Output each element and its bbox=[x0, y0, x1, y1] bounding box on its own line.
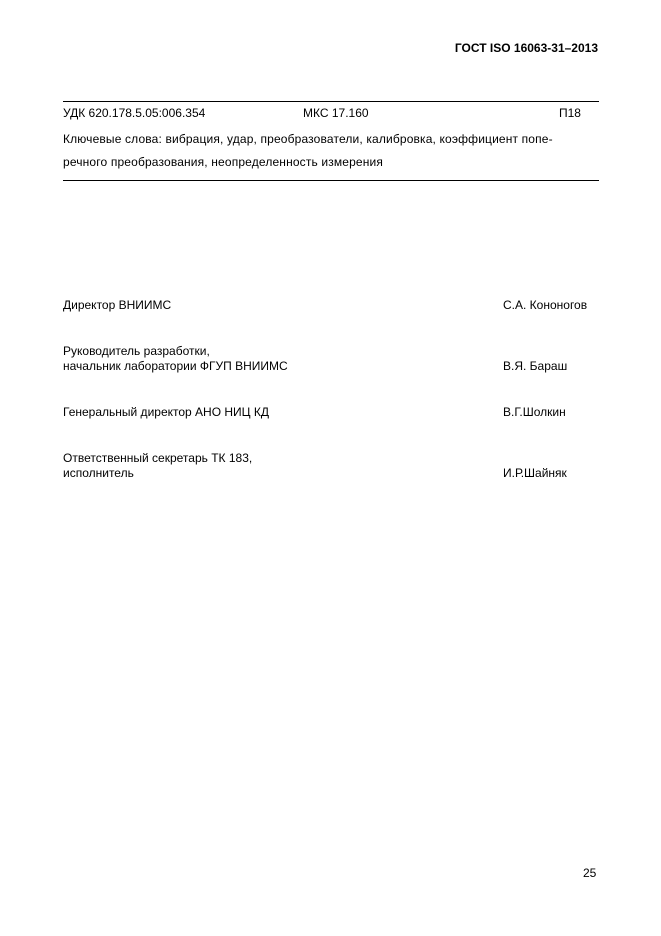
keywords-line: Ключевые слова: вибрация, удар, преобразователи, калибровка, коэффициент попе- bbox=[63, 132, 553, 146]
top-divider bbox=[63, 101, 599, 102]
signature-block bbox=[63, 451, 599, 481]
position-line: Директор ВНИИМС bbox=[63, 298, 172, 312]
signatory-position bbox=[63, 405, 269, 420]
keywords-line: речного преобразования, неопределенность измерения bbox=[63, 155, 384, 169]
position-line: Руководитель разработки, bbox=[63, 344, 210, 358]
bibliographic-row bbox=[63, 106, 599, 122]
position-line: начальник лаборатории ФГУП ВНИИМС bbox=[63, 359, 288, 373]
signatory-position bbox=[63, 344, 288, 374]
signatory-name: И.Р.Шайняк bbox=[503, 466, 567, 480]
signature-block bbox=[63, 298, 599, 313]
mks-code: МКС 17.160 bbox=[303, 106, 369, 120]
signatory-name: С.А. Кононогов bbox=[503, 298, 588, 312]
udk-code: УДК 620.178.5.05:006.354 bbox=[63, 106, 206, 120]
position-line: Генеральный директор АНО НИЦ КД bbox=[63, 405, 269, 419]
signatory-name: В.Г.Шолкин bbox=[503, 405, 566, 419]
signatory-name: В.Я. Бараш bbox=[503, 359, 568, 373]
okstu-code: П18 bbox=[559, 106, 581, 120]
signatory-position bbox=[63, 451, 252, 481]
bottom-divider bbox=[63, 180, 599, 181]
document-code: ГОСТ ISO 16063-31–2013 bbox=[454, 41, 598, 55]
signature-block bbox=[63, 405, 599, 420]
signatory-position bbox=[63, 298, 171, 313]
position-line: исполнитель bbox=[63, 466, 134, 480]
signature-block bbox=[63, 344, 599, 374]
position-line: Ответственный секретарь ТК 183, bbox=[63, 451, 253, 465]
keywords bbox=[63, 128, 603, 174]
page-number: 25 bbox=[583, 866, 597, 880]
